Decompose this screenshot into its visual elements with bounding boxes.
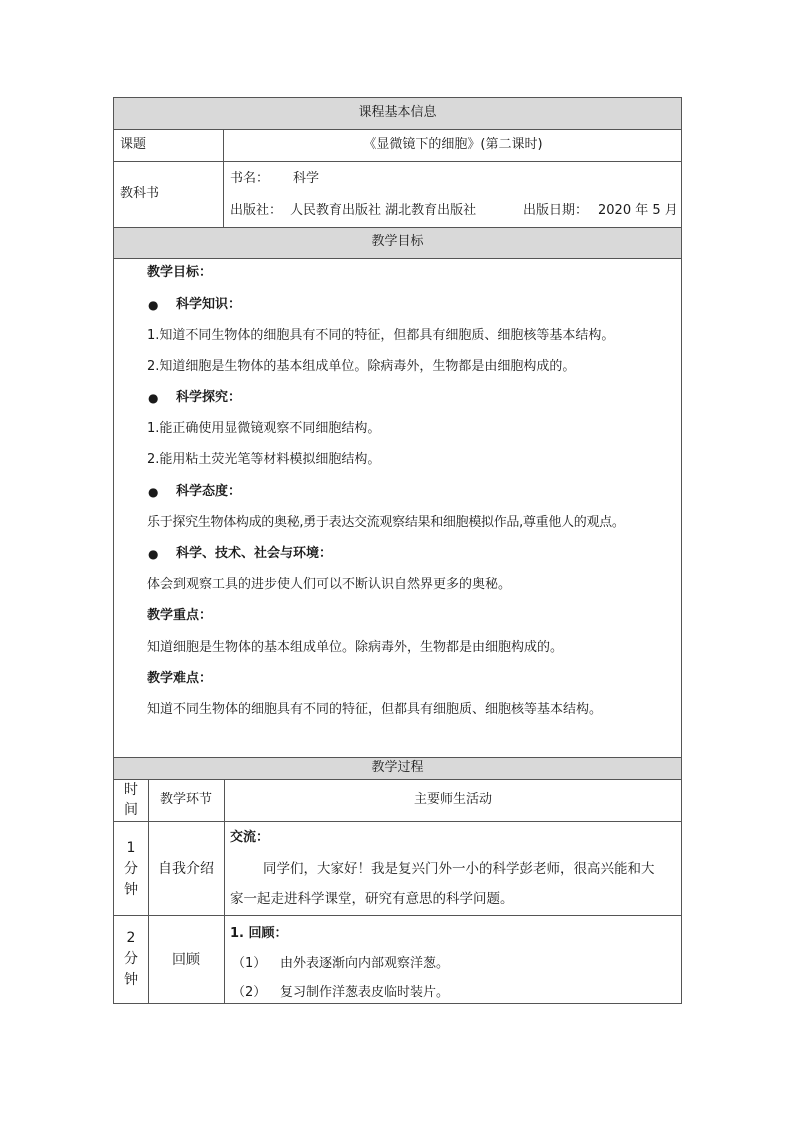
difficult-title: 教学难点： bbox=[147, 671, 213, 686]
item-number: （2） bbox=[232, 985, 267, 1000]
col-time-char: 时 bbox=[124, 782, 138, 798]
time-num: 1 bbox=[126, 840, 136, 856]
time-num: 2 bbox=[126, 930, 136, 946]
knowledge-item: 2.知道细胞是生物体的基本组成单位。除病毒外，生物都是由细胞构成的。 bbox=[147, 359, 576, 374]
item-text: 由外表逐渐向内部观察洋葱。 bbox=[280, 956, 450, 971]
book-name-label: 书名： bbox=[230, 171, 270, 186]
pub-date-label: 出版日期： bbox=[523, 203, 589, 218]
objectives-header: 教学目标 bbox=[371, 234, 424, 249]
knowledge-item: 1.知道不同生物体的细胞具有不同的特征，但都具有细胞质、细胞核等基本结构。 bbox=[147, 328, 615, 343]
item-text: 复习制作洋葱表皮临时装片。 bbox=[280, 985, 450, 1000]
item-number: （1） bbox=[232, 956, 267, 971]
attitude-text: 乐于探究生物体构成的奥秘,勇于表达交流观察结果和细胞模拟作品,尊重他人的观点。 bbox=[147, 515, 625, 530]
bullet-icon: ● bbox=[148, 298, 159, 312]
sts-text: 体会到观察工具的进步使人们可以不断认识自然界更多的奥秘。 bbox=[147, 577, 512, 592]
row-stage: 回顾 bbox=[172, 952, 200, 968]
book-name-value: 科学 bbox=[293, 171, 320, 186]
row-line: 同学们，大家好！我是复兴门外一小的科学彭老师，很高兴能和大 bbox=[263, 861, 655, 877]
col-stage-header: 教学环节 bbox=[159, 792, 212, 807]
bullet-icon: ● bbox=[148, 485, 159, 499]
attitude-title: 科学态度： bbox=[176, 484, 242, 499]
knowledge-title: 科学知识： bbox=[176, 297, 242, 312]
row-line: 家一起走进科学课堂，研究有意思的科学问题。 bbox=[230, 891, 514, 907]
textbook-label: 教科书 bbox=[120, 186, 160, 201]
bullet-icon: ● bbox=[148, 391, 159, 405]
row-time bbox=[113, 838, 149, 901]
objectives-title: 教学目标： bbox=[147, 265, 213, 280]
publisher-value: 人民教育出版社 湖北教育出版社 bbox=[290, 203, 477, 218]
inquiry-title: 科学探究： bbox=[176, 390, 242, 405]
basic-info-header: 课程基本信息 bbox=[358, 105, 437, 120]
topic-label: 课题 bbox=[120, 137, 147, 152]
inquiry-item: 1.能正确使用显微镜观察不同细胞结构。 bbox=[147, 421, 381, 436]
inquiry-item: 2.能用粘土荧光笔等材料模拟细胞结构。 bbox=[147, 452, 381, 467]
pub-date-value: 2020 年 5 月 bbox=[598, 203, 678, 218]
difficult-text: 知道不同生物体的细胞具有不同的特征，但都具有细胞质、细胞核等基本结构。 bbox=[147, 702, 603, 717]
time-unit: 钟 bbox=[124, 972, 138, 988]
col-time-char: 间 bbox=[124, 802, 138, 818]
row-stage: 自我介绍 bbox=[158, 861, 214, 877]
process-header: 教学过程 bbox=[371, 760, 424, 775]
bullet-icon: ● bbox=[148, 547, 159, 561]
time-unit: 分 bbox=[124, 861, 138, 877]
col-time-header bbox=[113, 780, 149, 820]
publisher-label: 出版社： bbox=[230, 203, 283, 218]
key-text: 知道细胞是生物体的基本组成单位。除病毒外，生物都是由细胞构成的。 bbox=[147, 640, 564, 655]
row-time bbox=[113, 928, 149, 991]
row-title: 交流： bbox=[230, 830, 270, 845]
time-unit: 钟 bbox=[124, 882, 138, 898]
row-title: 1. 回顾： bbox=[230, 926, 288, 941]
topic-value: 《显微镜下的细胞》(第二课时) bbox=[363, 137, 543, 152]
time-unit: 分 bbox=[124, 951, 138, 967]
col-activity-header: 主要师生活动 bbox=[413, 792, 492, 807]
sts-title: 科学、技术、社会与环境： bbox=[176, 546, 333, 561]
key-title: 教学重点： bbox=[147, 608, 213, 623]
